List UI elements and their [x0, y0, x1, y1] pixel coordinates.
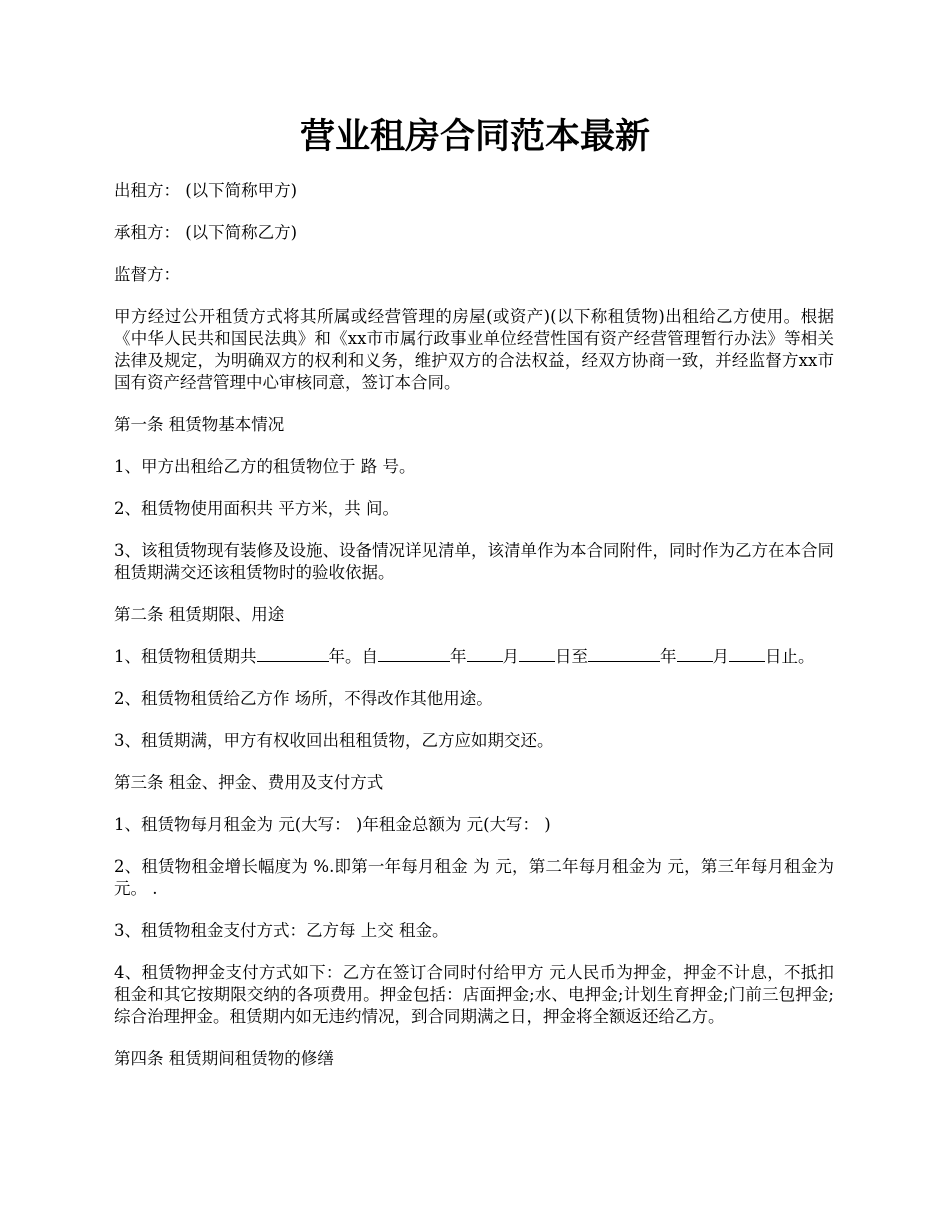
article-3-item-2: 2、租赁物租金增长幅度为 %.即第一年每月租金 为 元，第二年每月租金为 元，第三年每月租金为 元。 . [114, 857, 834, 898]
article-3-item-4: 4、租赁物押金支付方式如下：乙方在签订合同时付给甲方 元人民币为押金，押金不计息，不抵扣租金和其它按期限交纳的各项费用。押金包括：店面押金;水、电押金;计划生育押金;门前三包押金;综合治理押金。租赁期内如无违约情况，到合同期满之日，押金将全额返还给乙方。 [114, 963, 834, 1026]
document-title: 营业租房合同范本最新 [299, 116, 650, 157]
term-text-4: 月 [502, 647, 519, 666]
article-3-item-3: 3、租赁物租金支付方式：乙方每 上交 租金。 [114, 921, 449, 940]
paragraph-supervisor: 监督方： [114, 265, 180, 284]
article-1-item-3: 3、该租赁物现有装修及设施、设备情况详见清单，该清单作为本合同附件，同时作为乙方在本合同租赁期满交还该租赁物时的验收依据。 [114, 541, 834, 582]
article-2-item-1-term [114, 646, 834, 668]
document-body [114, 180, 834, 1090]
blank-end-month [677, 647, 713, 662]
article-2-item-2: 2、租赁物租赁给乙方作 场所，不得改作其他用途。 [114, 689, 493, 708]
term-text-1: 1、租赁物租赁期共 [114, 647, 257, 666]
term-text-2: 年。自 [328, 647, 378, 666]
article-2-item-3: 3、租赁期满，甲方有权收回出租租赁物，乙方应如期交还。 [114, 731, 554, 750]
article-3-heading: 第三条 租金、押金、费用及支付方式 [114, 773, 384, 792]
term-text-8: 日止。 [765, 647, 815, 666]
article-4-heading: 第四条 租赁期间租赁物的修缮 [114, 1049, 334, 1068]
article-1-heading: 第一条 租赁物基本情况 [114, 415, 285, 434]
term-text-3: 年 [450, 647, 467, 666]
term-text-7: 月 [712, 647, 729, 666]
blank-years [257, 647, 329, 662]
blank-start-year [378, 647, 450, 662]
article-2-heading: 第二条 租赁期限、用途 [114, 605, 285, 624]
article-1-item-1: 1、甲方出租给乙方的租赁物位于 路 号。 [114, 457, 416, 476]
blank-start-day [519, 647, 555, 662]
article-3-item-1: 1、租赁物每月租金为 元(大写： )年租金总额为 元(大写： ) [114, 815, 551, 834]
paragraph-preamble: 甲方经过公开租赁方式将其所属或经营管理的房屋(或资产)(以下称租赁物)出租给乙方使用。根据《中华人民共和国民法典》和《xx市市属行政事业单位经营性国有资产经营管理暂行办法》等相关法律及规定，为明确双方的权利和义务，维护双方的合法权益，经双方协商一致，并经监督方xx市国有资产经营管理中心审核同意，签订本合同。 [114, 307, 834, 392]
blank-start-month [467, 647, 503, 662]
paragraph-lessee: 承租方： (以下简称乙方) [114, 223, 298, 242]
blank-end-day [729, 647, 765, 662]
blank-end-year [588, 647, 660, 662]
term-text-5: 日至 [555, 647, 588, 666]
article-1-item-2: 2、租赁物使用面积共 平方米，共 间。 [114, 499, 399, 518]
term-text-6: 年 [660, 647, 677, 666]
paragraph-lessor: 出租方： (以下简称甲方) [114, 181, 298, 200]
